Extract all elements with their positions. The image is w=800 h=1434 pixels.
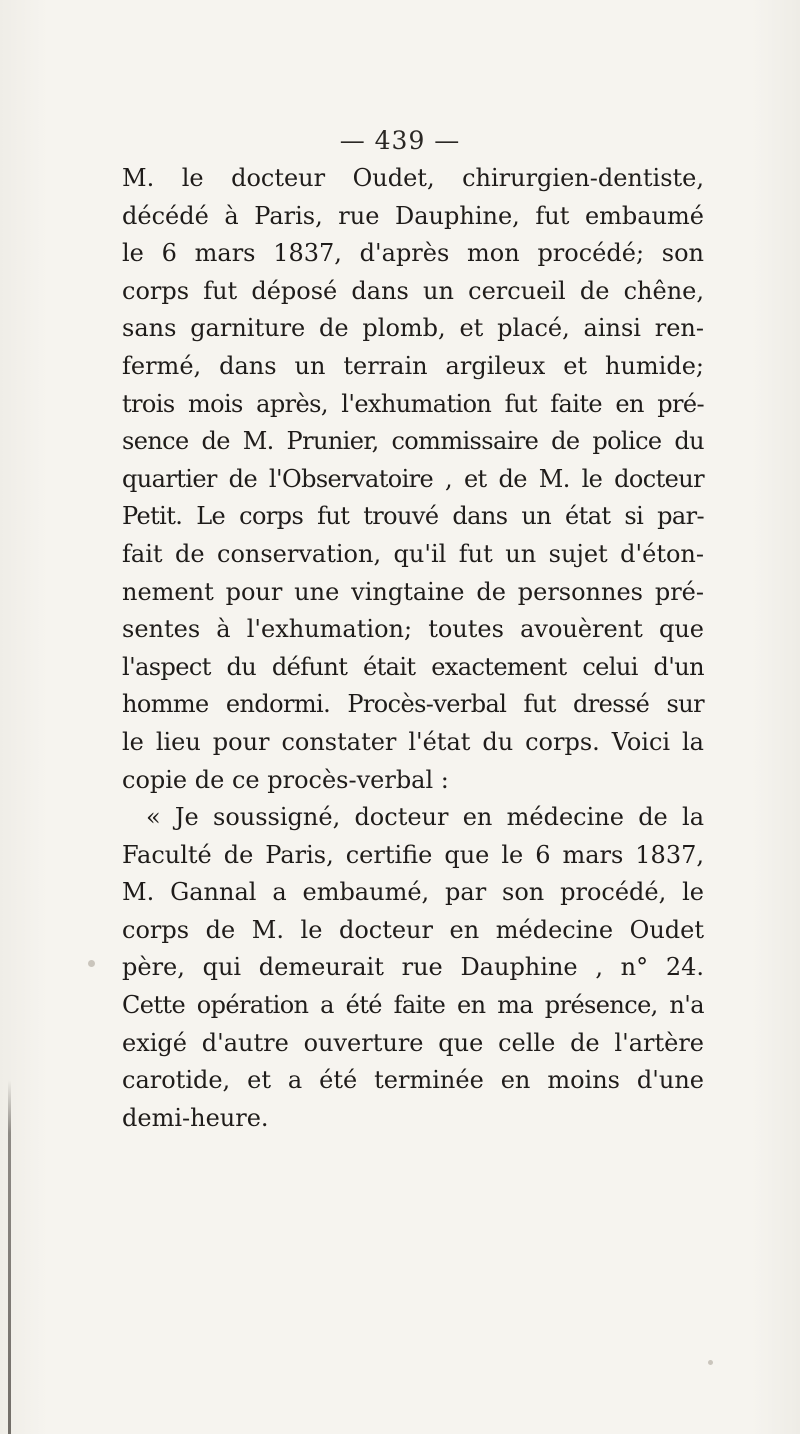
body-text: [122, 160, 704, 1137]
text-line: décédé à Paris, rue Dauphine, fut embaumé: [122, 201, 704, 230]
text-line: fermé, dans un terrain argileux et humide;: [122, 351, 704, 380]
text-line: sans garniture de plomb, et placé, ainsi ren-: [122, 314, 704, 343]
text-line: exigé d'autre ouverture que celle de l'artère: [122, 1028, 704, 1057]
text-line: corps fut déposé dans un cercueil de chêne,: [122, 276, 704, 305]
text-line: quartier de l'Observatoire , et de M. le docteur: [122, 464, 704, 493]
text-line: Faculté de Paris, certifie que le 6 mars 1837,: [122, 840, 704, 869]
text-line: le 6 mars 1837, d'après mon procédé; son: [122, 239, 704, 268]
text-line: demi-heure.: [122, 1103, 269, 1132]
paper-speck: [708, 1360, 713, 1365]
page-number: — 439 —: [339, 126, 461, 155]
text-line: homme endormi. Procès-verbal fut dressé sur: [122, 690, 704, 719]
text-line: Petit. Le corps fut trouvé dans un état si par-: [122, 502, 704, 531]
text-line: « Je soussigné, docteur en médecine de la: [146, 803, 704, 832]
text-line: l'aspect du défunt était exactement celui d'un: [122, 652, 704, 681]
text-line: M. Gannal a embaumé, par son procédé, le: [122, 878, 704, 907]
text-line: sentes à l'exhumation; toutes avouèrent que: [122, 615, 704, 644]
text-line: le lieu pour constater l'état du corps. Voici la: [122, 727, 704, 756]
text-line: trois mois après, l'exhumation fut faite en pré-: [122, 389, 704, 418]
text-line: copie de ce procès-verbal :: [122, 765, 449, 794]
text-line: père, qui demeurait rue Dauphine , n° 24.: [122, 953, 704, 982]
text-line: fait de conservation, qu'il fut un sujet d'éton-: [122, 539, 704, 568]
text-line: nement pour une vingtaine de personnes pré-: [122, 577, 704, 606]
text-line: carotide, et a été terminée en moins d'une: [122, 1066, 704, 1095]
text-line: M. le docteur Oudet, chirurgien-dentiste,: [122, 164, 704, 192]
text-line: sence de M. Prunier, commissaire de police du: [122, 427, 704, 456]
paper-speck: [88, 960, 95, 967]
text-line: corps de M. le docteur en médecine Oudet: [122, 915, 704, 944]
text-line: Cette opération a été faite en ma présence, n'a: [122, 991, 704, 1020]
page-edge-shadow: [8, 1080, 11, 1434]
